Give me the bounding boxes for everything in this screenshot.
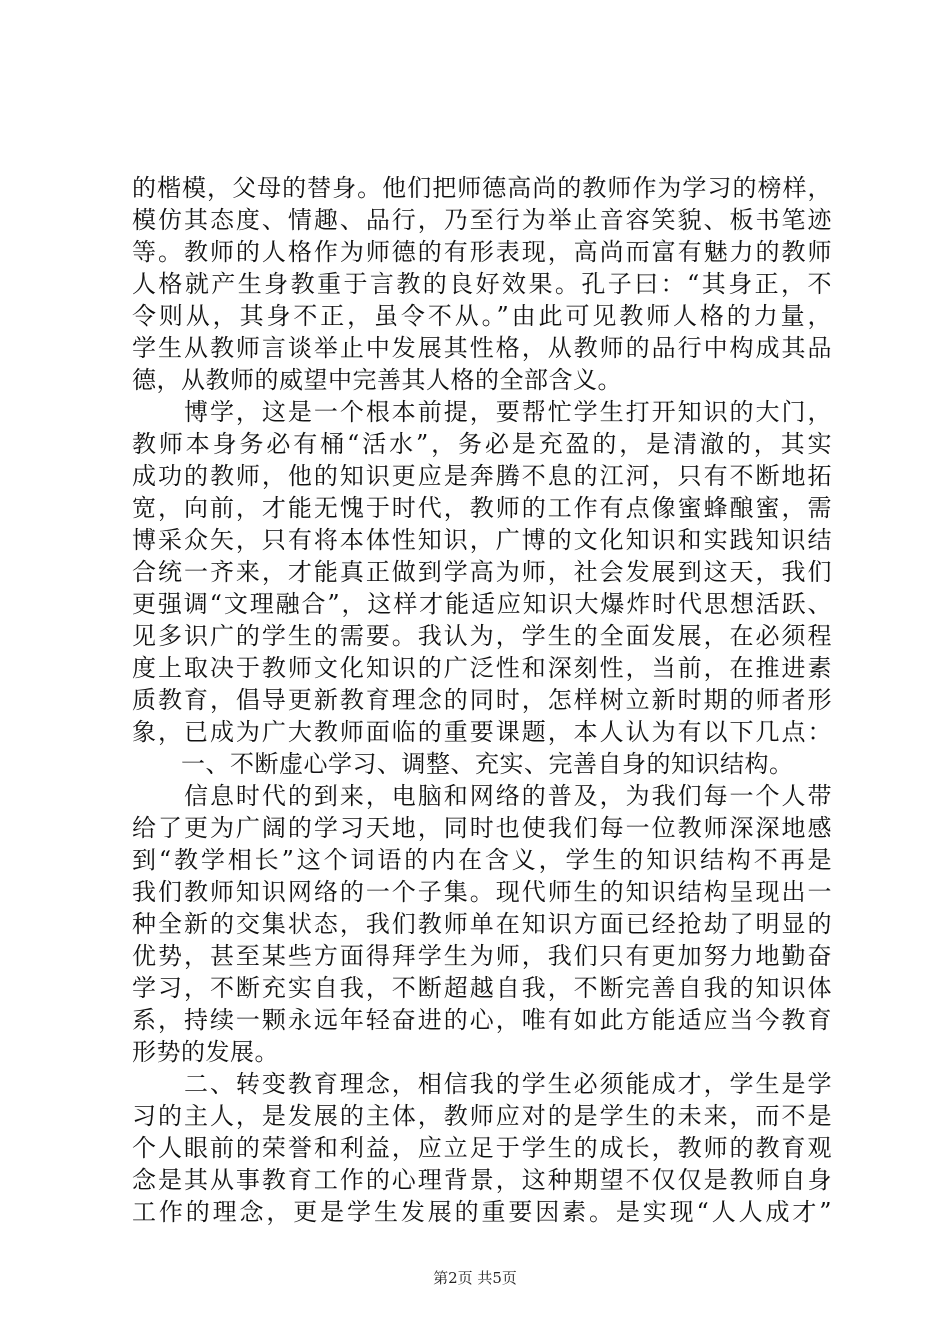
text-line: 模仿其态度、情趣、品行，乃至行为举止音容笑貌、板书笔迹 bbox=[132, 206, 832, 234]
text-line: 一、不断虚心学习、调整、充实、完善自身的知识结构。 bbox=[132, 750, 794, 778]
text-line: 令则从，其身不正，虽令不从。”由此可见教师人格的力量， bbox=[132, 302, 832, 330]
text-line: 见多识广的学生的需要。我认为，学生的全面发展，在必须程 bbox=[132, 622, 832, 650]
text-line: 给了更为广阔的学习天地，同时也使我们每一位教师深深地感 bbox=[132, 814, 832, 842]
text-line: 学习，不断充实自我，不断超越自我，不断完善自我的知识体 bbox=[132, 974, 832, 1002]
text-line: 到“教学相长”这个词语的内在含义，学生的知识结构不再是 bbox=[132, 846, 832, 874]
text-line: 个人眼前的荣誉和利益，应立足于学生的成长，教师的教育观 bbox=[132, 1134, 832, 1162]
text-line: 二、转变教育理念，相信我的学生必须能成才，学生是学 bbox=[132, 1070, 832, 1098]
text-line: 质教育，倡导更新教育理念的同时，怎样树立新时期的师者形 bbox=[132, 686, 832, 714]
text-line: 象，已成为广大教师面临的重要课题，本人认为有以下几点： bbox=[132, 718, 832, 746]
text-line: 德，从教师的威望中完善其人格的全部含义。 bbox=[132, 366, 622, 394]
text-line: 博学，这是一个根本前提，要帮忙学生打开知识的大门， bbox=[132, 398, 832, 426]
text-line: 系，持续一颗永远年轻奋进的心，唯有如此方能适应当今教育 bbox=[132, 1006, 832, 1034]
text-line: 我们教师知识网络的一个子集。现代师生的知识结构呈现出一 bbox=[132, 878, 832, 906]
text-line: 合统一齐来，才能真正做到学高为师，社会发展到这天，我们 bbox=[132, 558, 832, 586]
text-line: 的楷模，父母的替身。他们把师德高尚的教师作为学习的榜样， bbox=[132, 174, 832, 202]
text-line: 宽，向前，才能无愧于时代，教师的工作有点像蜜蜂酿蜜，需 bbox=[132, 494, 832, 522]
text-line: 教师本身务必有桶“活水”，务必是充盈的，是清澈的，其实 bbox=[132, 430, 832, 458]
text-line: 度上取决于教师文化知识的广泛性和深刻性，当前，在推进素 bbox=[132, 654, 832, 682]
text-line: 等。教师的人格作为师德的有形表现，高尚而富有魅力的教师 bbox=[132, 238, 832, 266]
text-line: 工作的理念，更是学生发展的重要因素。是实现“人人成才” bbox=[132, 1198, 832, 1226]
text-line: 优势，甚至某些方面得拜学生为师，我们只有更加努力地勤奋 bbox=[132, 942, 832, 970]
text-line: 种全新的交集状态，我们教师单在知识方面已经抢劫了明显的 bbox=[132, 910, 832, 938]
text-line: 更强调“文理融合”，这样才能适应知识大爆炸时代思想活跃、 bbox=[132, 590, 832, 618]
text-line: 信息时代的到来，电脑和网络的普及，为我们每一个人带 bbox=[132, 782, 832, 810]
text-line: 人格就产生身教重于言教的良好效果。孔子曰：“其身正，不 bbox=[132, 270, 832, 298]
page-footer: 第2页 共5页 bbox=[433, 1269, 517, 1287]
text-line: 成功的教师，他的知识更应是奔腾不息的江河，只有不断地拓 bbox=[132, 462, 832, 490]
document-body bbox=[132, 172, 832, 1228]
text-line: 博采众矢，只有将本体性知识，广博的文化知识和实践知识结 bbox=[132, 526, 832, 554]
text-line: 念是其从事教育工作的心理背景，这种期望不仅仅是教师自身 bbox=[132, 1166, 832, 1194]
text-line: 学生从教师言谈举止中发展其性格，从教师的品行中构成其品 bbox=[132, 334, 832, 362]
text-line: 形势的发展。 bbox=[132, 1038, 279, 1066]
text-line: 习的主人，是发展的主体，教师应对的是学生的未来，而不是 bbox=[132, 1102, 832, 1130]
